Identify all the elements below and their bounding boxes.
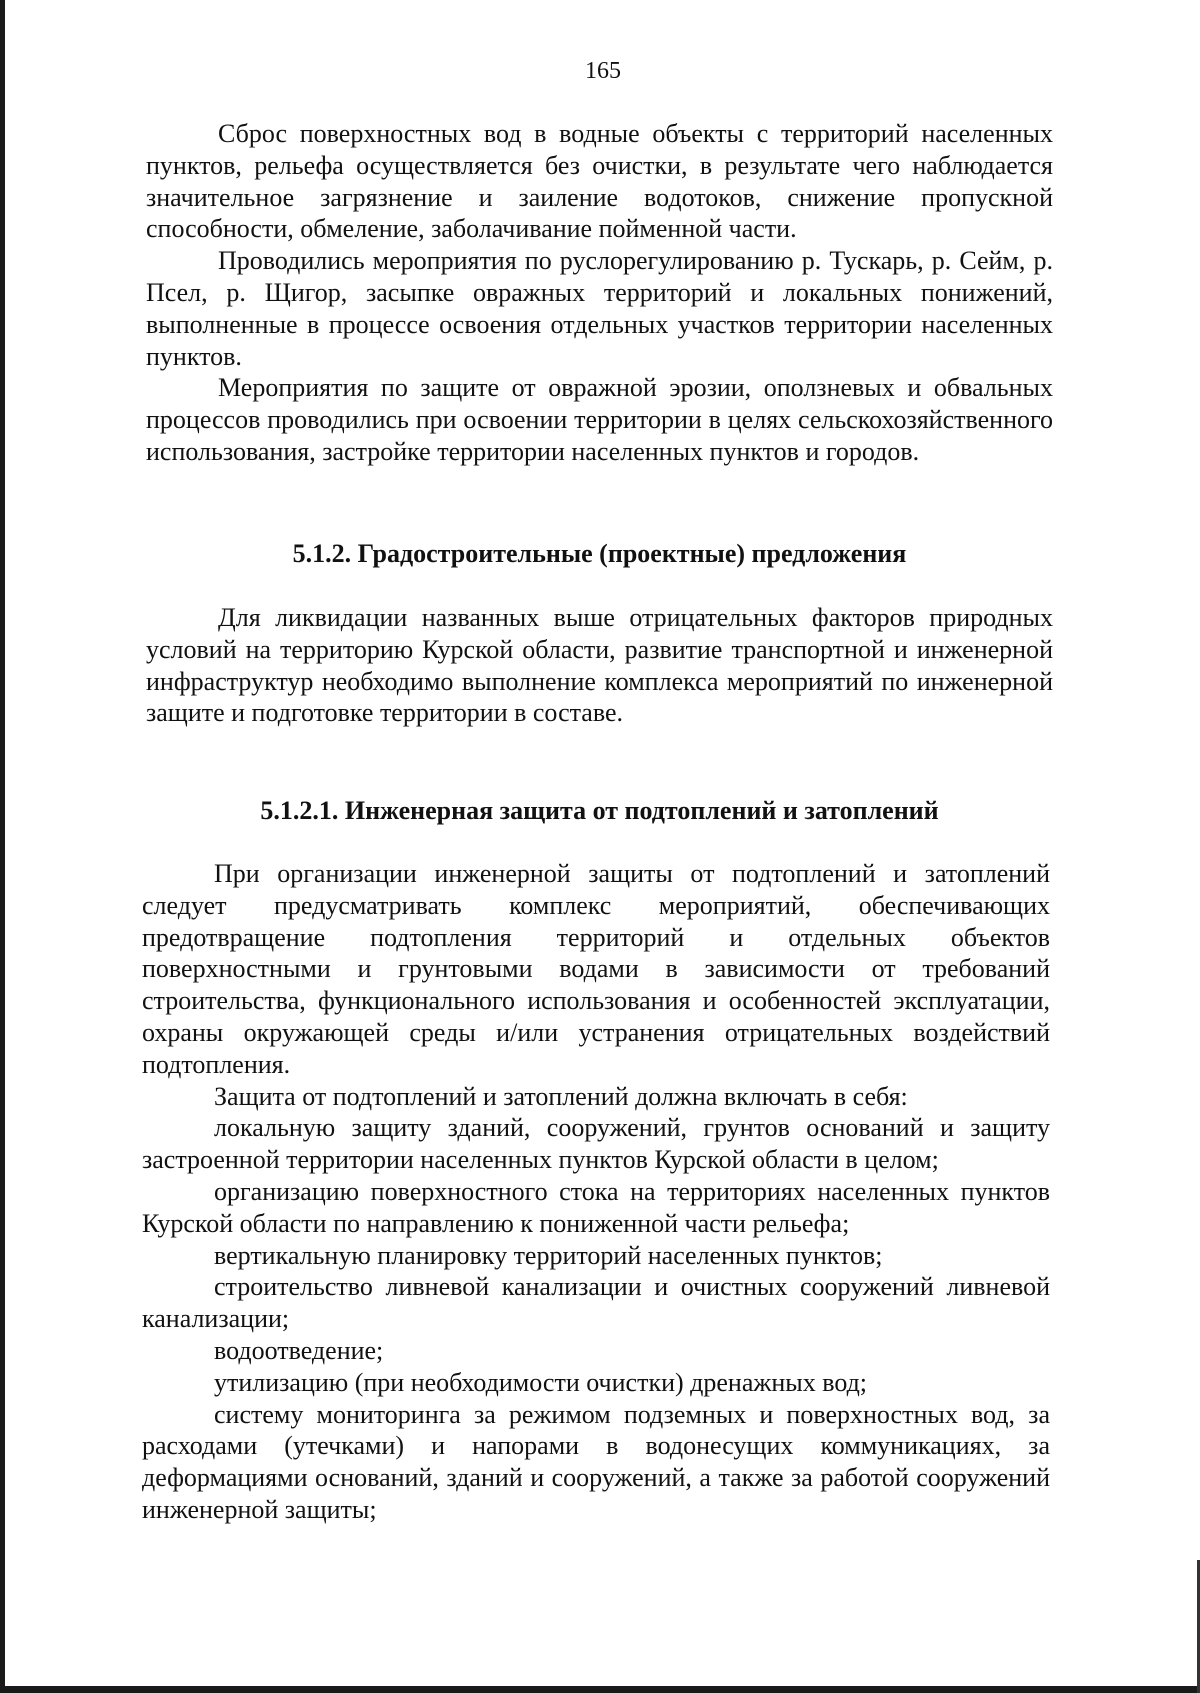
paragraph-erosion-protection: Мероприятия по защите от овражной эрозии, оползневых и обвальных процессов проводились при освоении территории в целях сельскохозяйственного использования, застройке территории населенных пунктов и городов. (146, 373, 1053, 466)
list-item-local-protection: локальную защиту зданий, сооружений, грунтов оснований и защиту застроенной территории населенных пунктов Курской области в целом; (142, 1113, 1050, 1175)
list-item-drain-water-utilization: утилизацию (при необходимости очистки) дренажных вод; (214, 1367, 868, 1397)
page-number: 165 (585, 58, 621, 84)
list-item-storm-sewer: строительство ливневой канализации и очистных сооружений ливневой канализации; (142, 1272, 1050, 1334)
paragraph-river-regulation: Проводились мероприятия по руслорегулированию р. Тускарь, р. Сейм, р. Псел, р. Щигор, засыпке овражных территорий и локальных понижений, выполненные в процессе освоения отдельных участков территории населенных пунктов. (146, 246, 1053, 371)
scan-edge-left (0, 0, 5, 1693)
section-heading-5-1-2-1: 5.1.2.1. Инженерная защита от подтоплений и затоплений (260, 796, 939, 825)
section-5-1-2-1-body (142, 858, 1050, 1526)
list-item-surface-runoff: организацию поверхностного стока на территориях населенных пунктов Курской области по направлению к пониженной части рельефа; (142, 1176, 1050, 1238)
section-heading-5-1-2: 5.1.2. Градостроительные (проектные) предложения (292, 539, 907, 568)
scan-edge-bottom (0, 1686, 1200, 1693)
paragraph-proposals: Для ликвидации названных выше отрицательных факторов природных условий на территорию Курской области, развитие транспортной и инженерной инфраструктур необходимо выполнение комплекса мероприятий по инженерной защите и подготовке территории в составе. (146, 603, 1053, 728)
paragraph-surface-water: Сброс поверхностных вод в водные объекты с территорий населенных пунктов, рельефа осуществляется без очистки, в результате чего наблюдается значительное загрязнение и заиление водотоков, снижение пропускной способности, обмеление, заболачивание пойменной части. (146, 119, 1053, 244)
paragraph-protection-includes: Защита от подтоплений и затоплений должна включать в себя: (214, 1081, 908, 1111)
section-5-1-2-body (146, 602, 1053, 729)
list-item-vertical-planning: вертикальную планировку территорий населенных пунктов; (214, 1240, 883, 1270)
list-item-drainage: водоотведение; (214, 1335, 384, 1365)
list-item-monitoring-system: систему мониторинга за режимом подземных и поверхностных вод, за расходами (утечками) и напорами в водонесущих коммуникациях, за деформациями оснований, зданий и сооружений, а также за работой сооружений инженерной защиты; (142, 1399, 1050, 1524)
paragraph-flood-protection-organization: При организации инженерной защиты от подтоплений и затоплений следует предусматривать комплекс мероприятий, обеспечивающих предотвращение подтопления территорий и отдельных объектов поверхностными и грунтовыми водами в зависимости от требований строительства, функционального использования и особенностей эксплуатации, охраны окружающей среды и/или устранения отрицательных воздействий подтопления. (142, 859, 1050, 1079)
intro-section (146, 118, 1053, 468)
